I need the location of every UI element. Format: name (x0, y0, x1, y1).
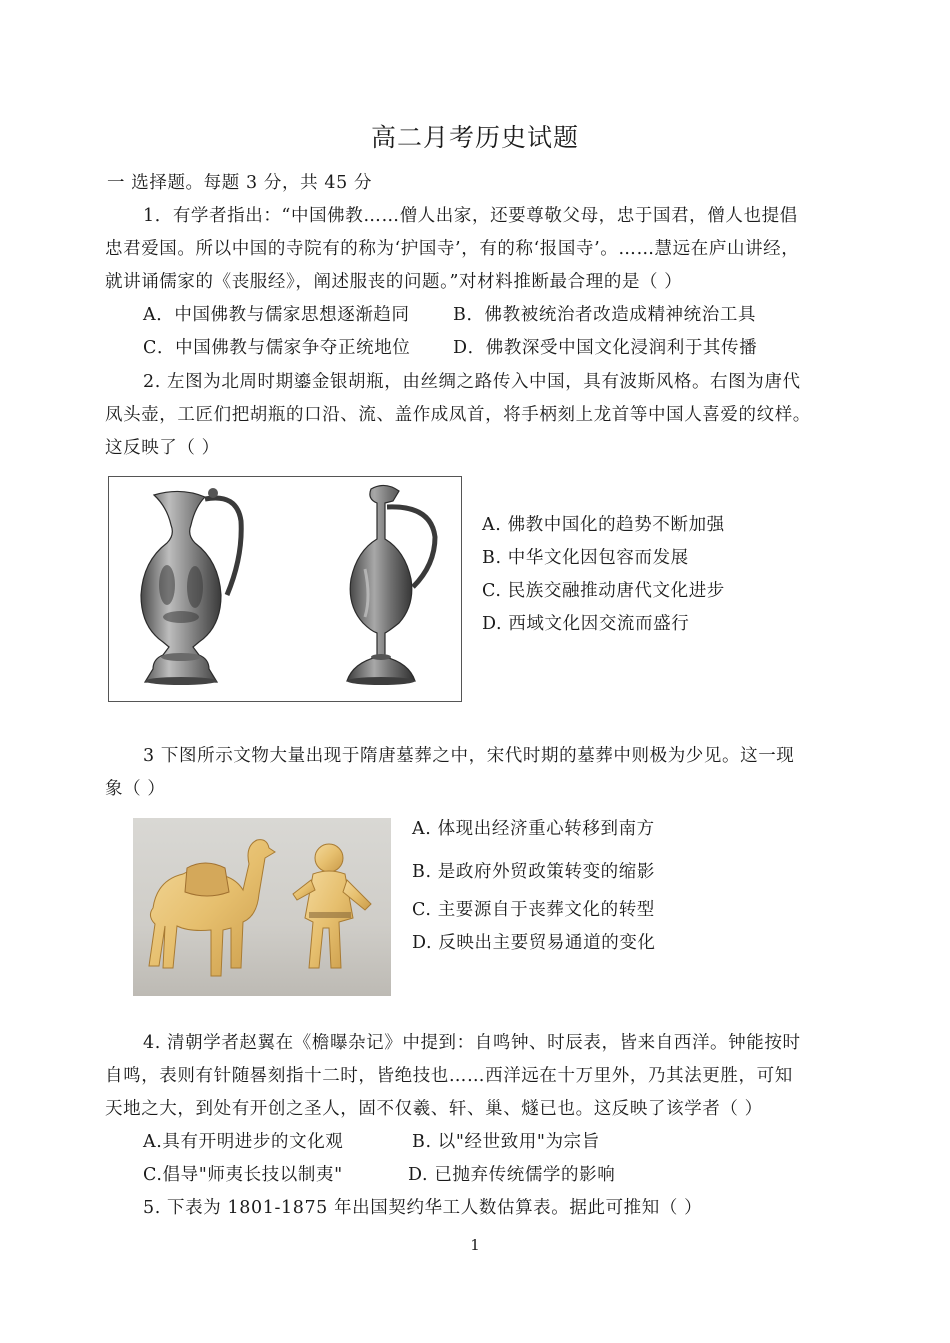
question-4-option-c[interactable]: C.倡导"师夷长技以制夷" (143, 1165, 343, 1185)
question-1-line-2: 忠君爱国。所以中国的寺院有的称为‘护国寺’，有的称‘报国寺’。……慧远在庐山讲经， (105, 239, 800, 259)
page-number: 1 (470, 1236, 480, 1254)
question-1-line-3: 就讲诵儒家的《丧服经》，阐述服丧的问题。”对材料推断最合理的是（ ） (105, 272, 683, 292)
question-2-option-d[interactable]: D. 西域文化因交流而盛行 (482, 614, 690, 634)
question-1-line-1: 1．有学者指出：“中国佛教……僧人出家，还要尊敬父母，忠于国君，僧人也提倡 (143, 206, 798, 226)
question-4-option-b[interactable]: B. 以"经世致用"为宗旨 (412, 1132, 600, 1152)
question-3-option-b[interactable]: B. 是政府外贸政策转变的缩影 (412, 862, 655, 882)
question-3-line-2: 象（ ） (105, 779, 166, 799)
silver-ewer-image (141, 488, 241, 685)
question-2-line-1: 2. 左图为北周时期鎏金银胡瓶，由丝绸之路传入中国，具有波斯风格。右图为唐代 (143, 372, 801, 392)
question-3-option-a[interactable]: A. 体现出经济重心转移到南方 (412, 819, 655, 839)
question-2-line-3: 这反映了（ ） (105, 438, 220, 458)
question-2-option-c[interactable]: C. 民族交融推动唐代文化进步 (482, 581, 725, 601)
question-4-line-2: 自鸣，表则有针随晷刻指十二时，皆绝技也……西洋远在十万里外，乃其法更胜，可知 (105, 1066, 793, 1086)
question-1-option-a[interactable]: A．中国佛教与儒家思想逐渐趋同 (143, 305, 410, 325)
question-2-option-b[interactable]: B. 中华文化因包容而发展 (482, 548, 689, 568)
page-title: 高二月考历史试题 (370, 123, 579, 152)
question-1-option-c[interactable]: C．中国佛教与儒家争夺正统地位 (143, 338, 411, 358)
question-4-line-3: 天地之大，到处有开创之圣人，固不仅羲、轩、巢、燧已也。这反映了该学者（ ） (105, 1099, 763, 1119)
question-5-line-1: 5. 下表为 1801-1875 年出国契约华工人数估算表。据此可推知（ ） (143, 1198, 703, 1218)
question-1-option-b[interactable]: B．佛教被统治者改造成精神统治工具 (453, 305, 757, 325)
figurine-man (293, 844, 371, 968)
question-2-option-a[interactable]: A. 佛教中国化的趋势不断加强 (482, 515, 725, 535)
camel-figurine-image (133, 818, 391, 996)
question-2-line-2: 凤头壶，工匠们把胡瓶的口沿、流、盖作成凤首，将手柄刻上龙首等中国人喜爱的纹样。 (105, 405, 811, 425)
question-1-option-d[interactable]: D．佛教深受中国文化浸润利于其传播 (453, 338, 758, 358)
question-4-line-1: 4. 清朝学者赵翼在《檐曝杂记》中提到：自鸣钟、时辰表，皆来自西洋。钟能按时 (143, 1033, 801, 1053)
question-3-option-d[interactable]: D. 反映出主要贸易通道的变化 (412, 933, 656, 953)
question-4-option-d[interactable]: D. 已抛弃传统儒学的影响 (408, 1165, 616, 1185)
question-3-line-1: 3 下图所示文物大量出现于隋唐墓葬之中，宋代时期的墓葬中则极为少见。这一现 (143, 746, 795, 766)
phoenix-ewer-image (347, 485, 435, 685)
question-4-option-a[interactable]: A.具有开明进步的文化观 (143, 1132, 344, 1152)
section-heading: 一 选择题。每题 3 分，共 45 分 (107, 173, 373, 193)
vessels-figure (108, 476, 462, 702)
question-3-option-c[interactable]: C. 主要源自于丧葬文化的转型 (412, 900, 655, 920)
camel-figure (149, 840, 275, 976)
